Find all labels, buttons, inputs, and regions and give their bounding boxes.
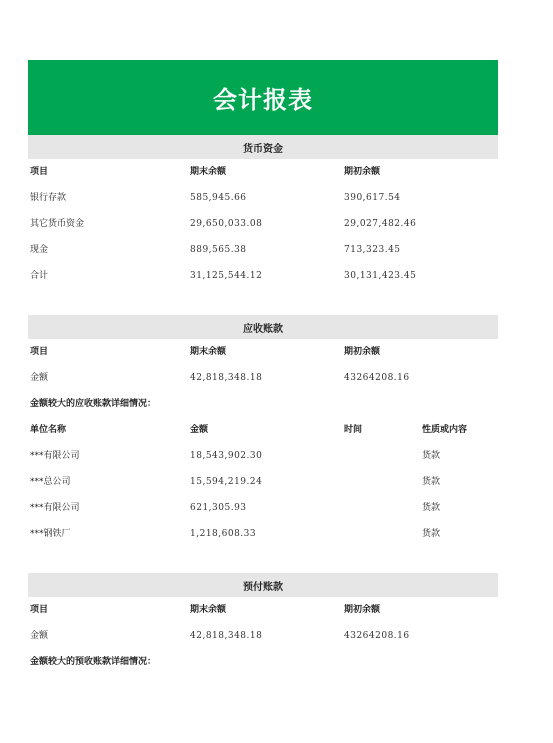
col-item: 项目: [30, 167, 49, 177]
col-unit-name: 单位名称: [30, 425, 67, 435]
row-item: 金额: [30, 373, 49, 383]
table-row: [28, 521, 498, 547]
row-item: 金额: [30, 631, 49, 641]
table-row-total: [28, 263, 498, 289]
col-end-balance: 期末余额: [190, 347, 227, 357]
cash-column-headers: [28, 159, 498, 185]
detail-nature: 货款: [422, 451, 441, 461]
table-row: [28, 495, 498, 521]
spacer: [28, 547, 498, 573]
note-text: 金额较大的应收账款详细情况：: [30, 399, 157, 409]
col-begin-balance: 期初余额: [344, 347, 381, 357]
row-end-balance: 31,125,544.12: [190, 271, 263, 281]
receivables-column-headers: [28, 339, 498, 365]
detail-amount: 621,305.93: [190, 503, 247, 513]
col-end-balance: 期末余额: [190, 167, 227, 177]
detail-amount: 15,594,219.24: [190, 477, 263, 487]
col-begin-balance: 期初余额: [344, 167, 381, 177]
col-amount: 金额: [190, 425, 209, 435]
detail-unit: ***总公司: [30, 477, 71, 487]
row-item: 其它货币资金: [30, 219, 85, 229]
row-begin-balance: 390,617.54: [344, 193, 401, 203]
row-begin-balance: 29,027,482.46: [344, 219, 417, 229]
section-header-receivables: 应收账款: [28, 315, 498, 339]
row-item: 现金: [30, 245, 49, 255]
col-item: 项目: [30, 347, 49, 357]
col-nature: 性质或内容: [422, 425, 468, 435]
row-end-balance: 42,818,348.18: [190, 631, 263, 641]
col-end-balance: 期末余额: [190, 605, 227, 615]
table-row: [28, 185, 498, 211]
note-text: 金额较大的预收账款详细情况：: [30, 657, 157, 667]
section-header-cash: 货币资金: [28, 135, 498, 159]
table-row: [28, 365, 498, 391]
report-title: 会计报表: [28, 60, 498, 135]
detail-unit: ***有限公司: [30, 451, 80, 461]
table-row: [28, 469, 498, 495]
row-item: 合计: [30, 271, 49, 281]
row-end-balance: 29,650,033.08: [190, 219, 263, 229]
table-row: [28, 443, 498, 469]
detail-amount: 1,218,608.33: [190, 529, 257, 539]
row-begin-balance: 43264208.16: [344, 631, 410, 641]
row-end-balance: 585,945.66: [190, 193, 247, 203]
table-row: [28, 237, 498, 263]
row-begin-balance: 713,323.45: [344, 245, 401, 255]
detail-amount: 18,543,902.30: [190, 451, 263, 461]
row-end-balance: 889,565.38: [190, 245, 247, 255]
detail-nature: 货款: [422, 477, 441, 487]
spacer: [28, 289, 498, 315]
prepayments-detail-note: [28, 649, 498, 675]
prepayments-column-headers: [28, 597, 498, 623]
table-row: [28, 211, 498, 237]
col-time: 时间: [344, 425, 363, 435]
row-begin-balance: 43264208.16: [344, 373, 410, 383]
table-row: [28, 623, 498, 649]
receivables-detail-headers: [28, 417, 498, 443]
row-begin-balance: 30,131,423.45: [344, 271, 417, 281]
detail-nature: 货款: [422, 503, 441, 513]
receivables-detail-note: [28, 391, 498, 417]
col-begin-balance: 期初余额: [344, 605, 381, 615]
section-header-prepayments: 预付账款: [28, 573, 498, 597]
detail-unit: ***有限公司: [30, 503, 80, 513]
col-item: 项目: [30, 605, 49, 615]
detail-unit: ***钢铁厂: [30, 529, 71, 539]
row-end-balance: 42,818,348.18: [190, 373, 263, 383]
detail-nature: 货款: [422, 529, 441, 539]
report-sheet: [28, 60, 498, 675]
row-item: 银行存款: [30, 193, 67, 203]
